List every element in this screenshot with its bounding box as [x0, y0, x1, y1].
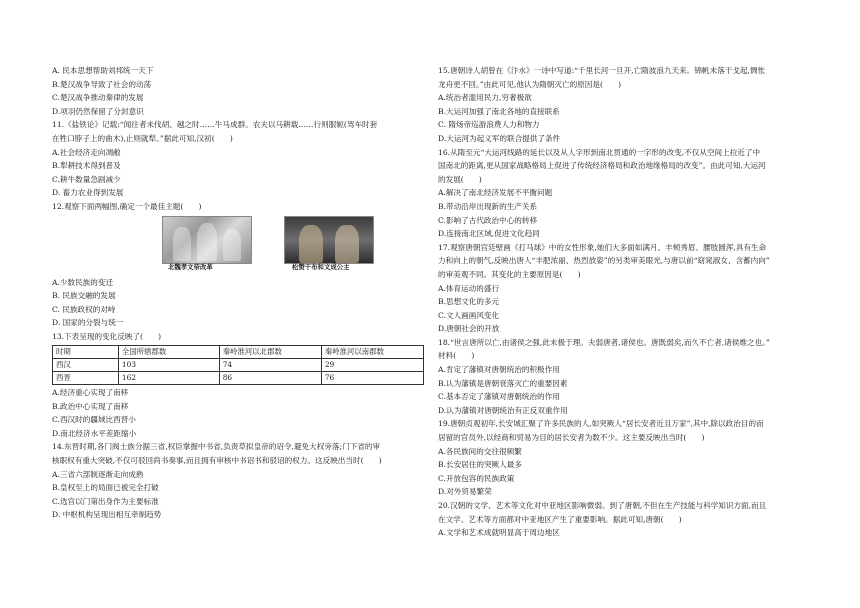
q18-option-c: C.基本否定了藩镇对唐朝统治的作用: [438, 392, 560, 402]
q11-option-b: B.犁耕技术得到普及: [52, 161, 121, 171]
q18-stem-line-2: 材料( ): [438, 351, 475, 361]
q13-option-d: D.南北经济水平差距缩小: [52, 428, 137, 438]
table-row: [53, 358, 424, 371]
table-cell: 29: [321, 358, 423, 371]
left-column: [52, 64, 424, 522]
q13-table: [52, 345, 424, 386]
q19-stem-line-1: 19.唐朝贞观初年,长安城汇聚了许多民族的人,如突厥人“居长安者近且万家”,其中,除以政治目的而: [438, 419, 764, 429]
q16-option-a: A.解决了南北经济发展不平衡问题: [438, 188, 553, 198]
q18-option-d: D.认为藩镇对唐朝统治有正反双重作用: [438, 405, 568, 415]
q15-stem-line-2: 龙舟更不回。”由此可见,他认为隋朝灭亡的原因是( ): [438, 79, 622, 89]
q17-stem-line-3: 的审美观不同。其变化的主要原因是( ): [438, 269, 581, 279]
table-header-row: [53, 345, 424, 358]
q12-option-b: B. 民族交融的发展: [52, 291, 116, 301]
q18-stem-line-1: 18.“世言唐所以亡,由诸侯之强,此未极于理。夫弱唐者,诸侯也。唐既弱矣,而久不亡者,诸侯维之也。”: [438, 337, 770, 347]
q17-option-b: B.思想文化的多元: [438, 297, 500, 307]
table-header-cell: 全国所辖郡数: [118, 345, 219, 358]
q10-option-a: A. 民本思想帮助刘邦统一天下: [52, 66, 154, 75]
q18-option-b: B.认为藩镇是唐朝衰落灭亡的重要因素: [438, 378, 568, 388]
q10-option-c: C.楚汉战争推动秦律的发展: [52, 93, 144, 103]
q14-option-d: D. 中枢机构呈现出相互牵制趋势: [52, 510, 162, 520]
q19-option-d: D.对外贸易繁荣: [438, 487, 492, 497]
q19-option-b: B.长安居住的突厥人最多: [438, 460, 522, 470]
q10-option-d: D.项羽仍然保留了分封意识: [52, 106, 144, 116]
q17-stem-line-2: 力和向上的朝气,反映出唐人“丰肥浓丽、热烈放姿”的另类审美眼光,与唐以前“窈窕淑女、含蓄内向”: [438, 256, 770, 266]
q11-option-d: D. 畜力农业得到发展: [52, 188, 124, 198]
q16-option-c: C.影响了古代政治中心的转移: [438, 215, 538, 225]
q15-option-a: A.统治者滥用民力,穷奢极欲: [438, 93, 532, 103]
q14-option-b: B.皇权至上的局面已被完全打破: [52, 483, 159, 493]
q14-stem-line-1: 14.东晋时期,各门阀士族分据三省,权臣掌握中书省,负责草拟皇帝的诏令,避免大权旁落;门下省的审: [52, 442, 381, 452]
q12-option-a: A.少数民族的变迁: [52, 277, 114, 287]
q17-stem-line-1: 17.观察唐朝宫廷壁画《打马球》中的女性形象,她们大多面如满月、丰颊秀眉、腰肢圆浑,具有生命: [438, 242, 767, 252]
q10-option-b: B.楚汉战争导致了社会的动荡: [52, 79, 152, 89]
figure-caption-2: 松赞干布和文成公主: [292, 262, 350, 271]
q13-option-a: A.经济重心实现了南移: [52, 388, 129, 398]
q11-option-c: C.耕牛数量急剧减少: [52, 174, 121, 184]
q11-option-a: A.社会经济走向凋敝: [52, 147, 121, 157]
table-cell: 162: [118, 371, 219, 384]
q12-option-c: C. 民族政权的对峙: [52, 304, 116, 314]
q14-option-c: C.选官以门第出身作为主要标准: [52, 496, 159, 506]
q16-stem-line-2: 国南北的距离,更从国家战略格局上促进了传统经济格局和政治地缘格局的改变”。由此可知,大运河: [438, 161, 766, 171]
q17-option-a: A.体育运动的盛行: [438, 283, 500, 293]
q19-stem-line-2: 居留的官员外,以经商和贸易为目的居长安者为数不少。这主要反映出当时( ): [438, 433, 705, 443]
table-row: [53, 371, 424, 384]
q11-stem-line-2: 在牲口脖子上的曲木),止则就犁。”据此可知,汉初( ): [52, 133, 233, 143]
figure-caption-1: 北魏孝文帝改革: [168, 262, 213, 271]
q12-option-d: D. 国家的分裂与统一: [52, 318, 124, 328]
songtsen-gampo-princess-image: [284, 216, 374, 264]
table-cell: 103: [118, 358, 219, 371]
q16-option-b: B.带动沿岸出现新的生产关系: [438, 201, 538, 211]
q20-stem-line-2: 在文学、艺术等方面都对中亚地区产生了重要影响。据此可知,唐朝( ): [438, 514, 682, 524]
table-cell: 西晋: [53, 371, 119, 384]
right-column: [438, 64, 810, 540]
table-cell: 74: [219, 358, 321, 371]
q20-option-a: A.文学和艺术成就明显高于周边地区: [438, 528, 560, 538]
q14-stem-line-2: 核职权有重大突破,不仅可驳回尚书奏事,而且拥有审核中书诏书和驳诏的权力。这反映出当时( ): [52, 456, 382, 466]
q17-option-d: D.唐朝社会的开放: [438, 324, 500, 334]
q15-option-d: D.大运河为起义军的联合提供了条件: [438, 133, 561, 143]
xiaowen-reform-image: [162, 216, 252, 264]
q19-option-c: C.开放包容的民族政策: [438, 473, 515, 483]
table-header-cell: 秦岭淮河以南郡数: [321, 345, 423, 358]
q13-option-b: B.政治中心实现了南移: [52, 401, 129, 411]
table-header-cell: 时期: [53, 345, 119, 358]
q12-figures: [52, 216, 424, 274]
q11-stem-line-1: 11.《盐铁论》记载:“闻往者未伐胡、越之时……牛马成群。农夫以马耕载……行则服轭(驾车时套: [52, 120, 378, 130]
q15-stem-line-1: 15.唐朝诗人胡曾在《汴水》一诗中写道:“千里长河一旦开,亡隋波浪九天来。锦帆未落干戈起,惆怅: [438, 66, 766, 75]
q16-stem-line-1: 16.从隋至元“大运河线路的延长以及从人字形到南北贯通的一字形的改变,不仅从空间上拉近了中: [438, 147, 761, 157]
q13-option-c: C.西汉时的疆域比西晋小: [52, 415, 136, 425]
q19-option-a: A.各民族间的交往很频繁: [438, 446, 522, 456]
table-header-cell: 秦岭淮河以北郡数: [219, 345, 321, 358]
q12-stem: 12.观察下面两幅图,确定一个最佳主题( ): [52, 201, 202, 211]
q17-option-c: C.文人画画风变化: [438, 310, 500, 320]
table-cell: 西汉: [53, 358, 119, 371]
table-cell: 76: [321, 371, 423, 384]
q13-stem: 13.下表呈现的变化反映了( ): [52, 331, 162, 341]
q20-stem-line-1: 20.汉朝的文学、艺术等文化对中亚地区影响微弱。到了唐朝,不但在生产技能与科学知识方面,而且: [438, 501, 767, 510]
q15-option-c: C. 隋炀帝巡游浪费人力和物力: [438, 120, 540, 130]
q14-option-a: A.三省六部制逐渐走向成熟: [52, 469, 144, 479]
q16-option-d: D.连接南北区域,促进文化趋同: [438, 229, 540, 239]
q16-stem-line-3: 的发展( ): [438, 174, 482, 184]
q18-option-a: A.肯定了藩镇对唐朝统治的积极作用: [438, 365, 560, 375]
q15-option-b: B.大运河加强了南北各地的直接联系: [438, 106, 560, 116]
table-cell: 86: [219, 371, 321, 384]
